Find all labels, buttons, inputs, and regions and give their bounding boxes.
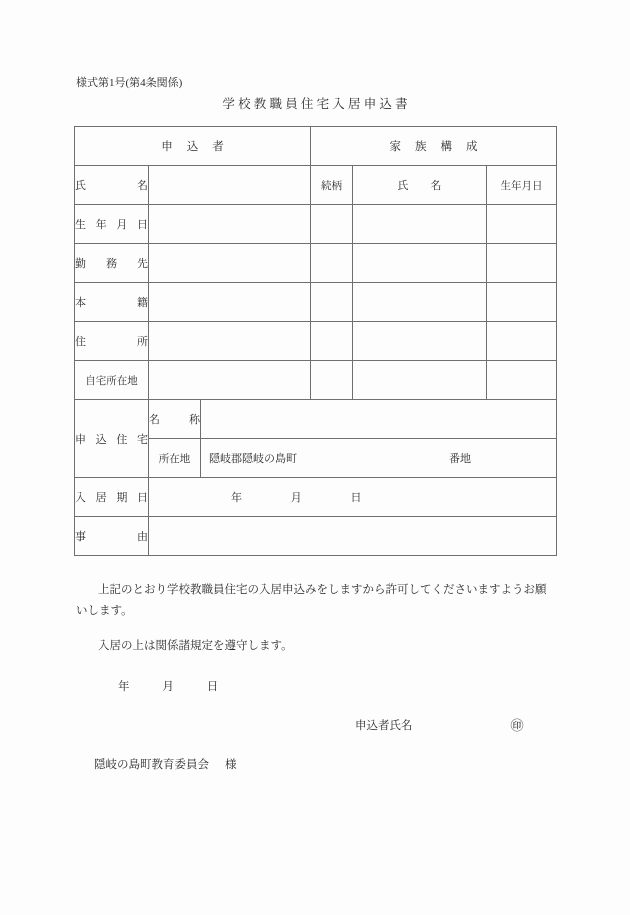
move-in-day-label: 日 bbox=[350, 492, 362, 504]
document-title: 学校教職員住宅入居申込書 bbox=[222, 97, 411, 111]
row-value-housing-location[interactable] bbox=[201, 439, 557, 478]
family-cell-birthdate[interactable] bbox=[487, 322, 557, 361]
table-row bbox=[75, 322, 557, 361]
section-header-family: 家族構成 bbox=[311, 127, 557, 166]
housing-location-banchi: 番地 bbox=[449, 453, 471, 465]
submission-month-label: 月 bbox=[162, 681, 174, 693]
table-section-header-row bbox=[75, 127, 557, 166]
row-label-applied-housing: 申込住宅 bbox=[75, 400, 149, 478]
family-cell-relation[interactable] bbox=[311, 283, 353, 322]
family-cell-relation[interactable] bbox=[311, 205, 353, 244]
form-number: 様式第1号(第4条関係) bbox=[76, 77, 183, 89]
row-label-home-location: 自宅所在地 bbox=[75, 361, 149, 400]
family-cell-name[interactable] bbox=[353, 244, 487, 283]
sub-label-housing-location: 所在地 bbox=[149, 439, 201, 478]
row-value-housing-name[interactable] bbox=[201, 400, 557, 439]
addressee-honorific: 様 bbox=[225, 759, 237, 771]
application-form-table bbox=[74, 126, 557, 556]
applicant-name-label: 申込者氏名 bbox=[355, 720, 413, 732]
family-column-header-name: 氏名 bbox=[353, 166, 487, 205]
family-cell-relation[interactable] bbox=[311, 244, 353, 283]
table-row bbox=[75, 244, 557, 283]
family-cell-birthdate[interactable] bbox=[487, 205, 557, 244]
request-paragraph: 上記のとおり学校教職員住宅の入居申込みをしますから許可してくださいますようお願いします。 bbox=[76, 584, 547, 617]
family-cell-name[interactable] bbox=[353, 205, 487, 244]
row-label-name: 氏名 bbox=[75, 166, 149, 205]
table-row bbox=[75, 283, 557, 322]
row-value-move-in-date[interactable] bbox=[149, 478, 557, 517]
row-value-registered-domicile[interactable] bbox=[149, 283, 311, 322]
row-value-birthdate[interactable] bbox=[149, 205, 311, 244]
table-row bbox=[75, 361, 557, 400]
table-row bbox=[75, 166, 557, 205]
compliance-paragraph: 入居の上は関係諸規定を遵守します。 bbox=[98, 640, 293, 652]
submission-year-label: 年 bbox=[118, 681, 130, 693]
family-cell-relation[interactable] bbox=[311, 361, 353, 400]
table-row bbox=[75, 517, 557, 556]
table-row bbox=[75, 205, 557, 244]
addressee-name: 隠岐の島町教育委員会 bbox=[94, 759, 209, 771]
row-value-workplace[interactable] bbox=[149, 244, 311, 283]
section-header-applicant: 申込者 bbox=[75, 127, 311, 166]
row-value-name[interactable] bbox=[149, 166, 311, 205]
applicant-signature-row[interactable] bbox=[355, 717, 524, 733]
family-cell-birthdate[interactable] bbox=[487, 283, 557, 322]
family-column-header-relation: 続柄 bbox=[311, 166, 353, 205]
addressee-line bbox=[94, 756, 237, 772]
family-cell-birthdate[interactable] bbox=[487, 361, 557, 400]
family-cell-birthdate[interactable] bbox=[487, 244, 557, 283]
seal-icon: ㊞ bbox=[510, 717, 524, 733]
family-column-header-birthdate: 生年月日 bbox=[487, 166, 557, 205]
row-label-move-in-date: 入居期日 bbox=[75, 478, 149, 517]
row-label-address: 住所 bbox=[75, 322, 149, 361]
row-value-home-location[interactable] bbox=[149, 361, 311, 400]
family-cell-name[interactable] bbox=[353, 322, 487, 361]
sub-label-housing-name: 名称 bbox=[149, 400, 201, 439]
row-label-registered-domicile: 本籍 bbox=[75, 283, 149, 322]
family-cell-relation[interactable] bbox=[311, 322, 353, 361]
table-row bbox=[75, 478, 557, 517]
move-in-month-label: 月 bbox=[290, 492, 302, 504]
submission-day-label: 日 bbox=[206, 681, 219, 693]
row-label-workplace: 勤務先 bbox=[75, 244, 149, 283]
family-cell-name[interactable] bbox=[353, 361, 487, 400]
housing-location-town: 隠岐郡隠岐の島町 bbox=[209, 453, 297, 465]
family-cell-name[interactable] bbox=[353, 283, 487, 322]
row-value-reason[interactable] bbox=[149, 517, 557, 556]
submission-date-line[interactable] bbox=[118, 678, 218, 694]
row-label-birthdate: 生年月日 bbox=[75, 205, 149, 244]
row-value-address[interactable] bbox=[149, 322, 311, 361]
move-in-year-label: 年 bbox=[231, 492, 242, 504]
table-row bbox=[75, 400, 557, 439]
row-label-reason: 事由 bbox=[75, 517, 149, 556]
